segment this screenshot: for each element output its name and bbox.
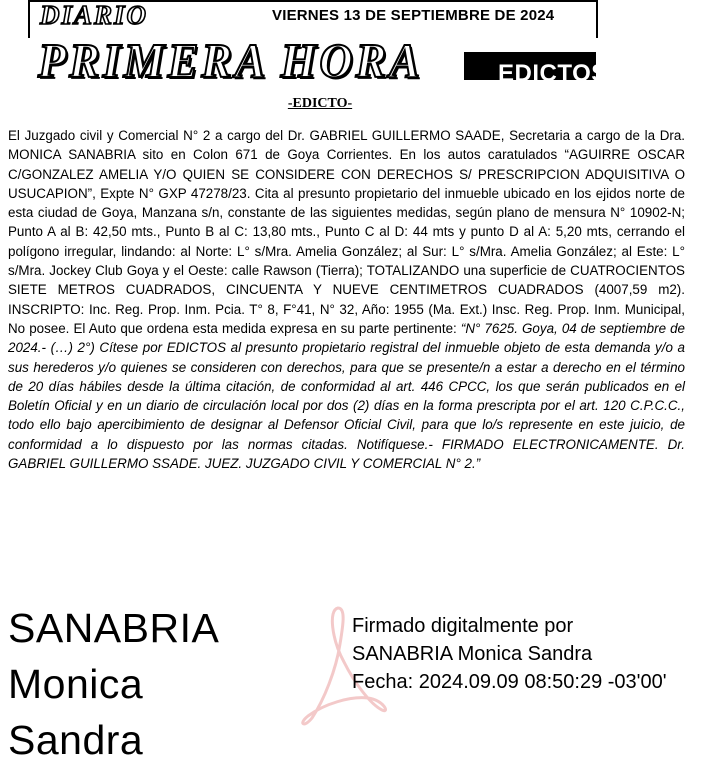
- notice-body-italic: “N° 7625. Goya, 04 de septiembre de 2024.- (…) 2°) Cítese por EDICTOS al presunto propietario registral del inmueble objeto de esta demanda y/o a sus herederos y/o quienes se consideren con derechos, para que se presente/n a estar a derecho en el término de 20 días hábiles desde la última citación, de conformidad al art. 446 CPCC, los que serán publicados en el Boletín Oficial y en un diario de circulación local por dos (2) días en la forma prescripta por el art. 120 C.P.C.C., todo ello bajo apercibimiento de designar al Defensor Oficial Civil, para que lo/s represente en este juicio, de conformidad a lo dispuesto por las normas citadas. Notifíquese.- FIRMADO ELECTRONICAMENTE. Dr. GABRIEL GUILLERMO SSADE. JUEZ. JUZGADO CIVIL Y COMERCIAL N° 2.”: [8, 320, 685, 472]
- signature-detail-line2: SANABRIA Monica Sandra: [352, 643, 593, 665]
- section-label-text: EDICTOS: [498, 60, 608, 87]
- brand-main-text: PRIMERA HORA: [38, 34, 423, 88]
- notice-paragraph: [8, 126, 685, 473]
- notice-heading: -EDICTO-: [287, 96, 353, 111]
- section-label: [464, 52, 608, 87]
- masthead: [28, 0, 608, 88]
- signature-detail-line1: Firmado digitalmente por: [352, 615, 574, 637]
- brand-main: [38, 34, 458, 88]
- notice-body-regular: El Juzgado civil y Comercial N° 2 a cargo del Dr. GABRIEL GUILLERMO SAADE, Secretaria a cargo de la Dra. MONICA SANABRIA sito en Colon 671 de Goya Corrientes. En los autos caratulados “AGUIRRE OSCAR C/GONZALEZ AMELIA Y/O QUIEN SE CONSIDERE CON DERECHOS S/ PRESCRIPCION ADQUISITIVA O USUCAPION”, Expte N° GXP 47278/23. Cita al presunto propietario del inmueble ubicado en los ejidos norte de esta ciudad de Goya, Manzana s/n, constante de las siguientes medidas, según plano de mensura N° 10902-N; Punto A al B: 42,50 mts., Punto B al C: 13,80 mts., Punto C al D: 44 mts y punto D al A: 5,20 mts, cerrando el polígono irregular, lindando: al Norte: L° s/Mra. Amelia González; al Sur: L° s/Mra. Amelia González; al Este: L° s/Mra. Jockey Club Goya y el Oeste: calle Rawson (Tierra); TOTALIZANDO una superficie de CUATROCIENTOS SIETE METROS CUADRADOS, CINCUENTA Y NUEVE CENTIMETROS CUADRADOS (4007,59 m2). INSCRIPTO: Inc. Reg. Prop. Inm. Pcia. T° 8, F°41, N° 32, Año: 1955 (Ma. Ext.) Insc. Reg. Prop. Inm. Municipal, No posee. El Auto que ordena esta medida expresa en su parte pertinente:: [8, 128, 685, 336]
- notice-body: [8, 126, 685, 473]
- signature-detail-line3: Fecha: 2024.09.09 08:50:29 -03'00': [352, 671, 667, 693]
- issue-date: VIERNES 13 DE SEPTIEMBRE DE 2024: [272, 7, 555, 24]
- brand-top: DIARIO: [40, 0, 149, 30]
- signature-details: [352, 612, 697, 696]
- signer-name-line1: SANABRIA Monica: [8, 605, 218, 707]
- signer-name-line2: Sandra: [8, 717, 144, 763]
